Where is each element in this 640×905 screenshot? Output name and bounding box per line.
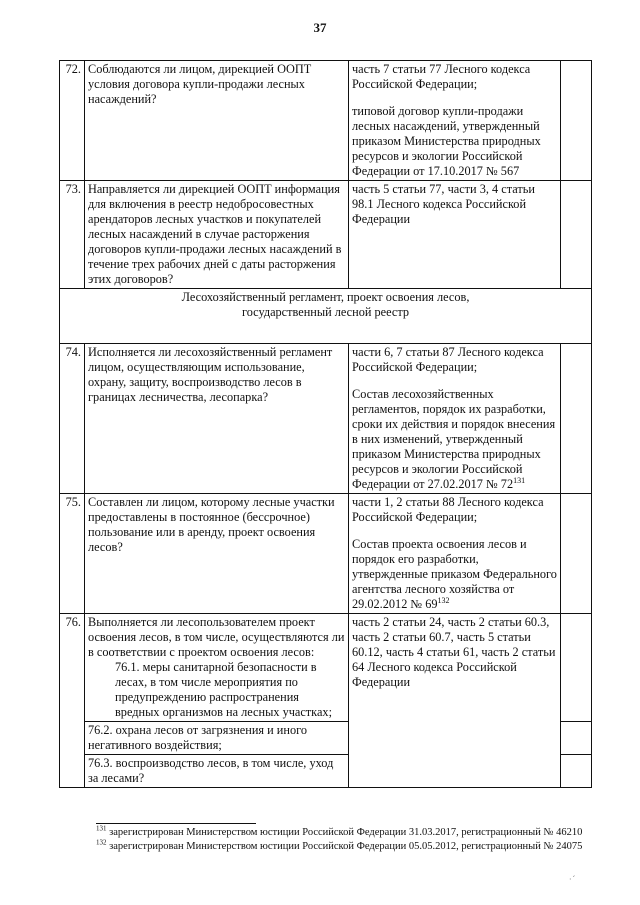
- legal-reference: часть 7 статьи 77 Лесного кодекса Российской Федерации;: [352, 62, 531, 91]
- legal-reference: части 1, 2 статьи 88 Лесного кодекса Российской Федерации;: [352, 495, 544, 524]
- answer-cell: [561, 722, 592, 755]
- question-text: Выполняется ли лесопользователем проект освоения лесов, в том числе, осуществляются ли в соответствии с проектом освоения лесов:: [88, 615, 345, 659]
- legal-reference: типовой договор купли-продажи лесных насаждений, утвержденный приказом Министерства природных ресурсов и экологии Российской Федерации от 17.10.2017 № 567: [352, 104, 541, 178]
- footnote-marker: 132: [96, 838, 107, 847]
- footnote-text: зарегистрирован Министерством юстиции Российской Федерации 05.05.2012, регистрационный № 24075: [106, 841, 583, 852]
- table-row: [60, 344, 592, 494]
- answer-cell: [561, 494, 592, 614]
- checklist-table: [59, 60, 592, 788]
- table-row: [60, 181, 592, 289]
- legal-reference: [352, 387, 557, 492]
- row-number: 74.: [60, 344, 85, 494]
- legal-reference-cell: [349, 344, 561, 494]
- section-header: [60, 289, 592, 344]
- question-cell: Исполняется ли лесохозяйственный регламент лицом, осуществляющим использование, охрану, защиту, воспроизводство лесов в границах лесничества, лесопарка?: [85, 344, 349, 494]
- answer-cell: [561, 614, 592, 722]
- legal-reference: части 6, 7 статьи 87 Лесного кодекса Российской Федерации;: [352, 345, 544, 374]
- reference-text: Состав лесохозяйственных регламентов, порядок их разработки, сроки их действия и порядок внесения в них изменений, утвержденный приказом Министерства природных ресурсов и экологии Российской Федерации от 27.02.2017 № 72: [352, 387, 556, 491]
- footnote: [96, 840, 616, 854]
- footnotes: [96, 826, 616, 854]
- question-cell: [85, 614, 349, 722]
- scan-artifact: ·´: [569, 875, 576, 884]
- row-number: 73.: [60, 181, 85, 289]
- question-cell: Соблюдаются ли лицом, дирекцией ООПТ условия договора купли-продажи лесных насаждений?: [85, 61, 349, 181]
- legal-reference-cell: [349, 494, 561, 614]
- answer-cell: [561, 755, 592, 788]
- row-number: 72.: [60, 61, 85, 181]
- footnote: [96, 826, 616, 840]
- section-header-line: государственный лесной реестр: [241, 305, 410, 319]
- question-cell: Направляется ли дирекцией ООПТ информация для включения в реестр недобросовестных арендаторов лесных участков и покупателей лесных насаждений в случае расторжения договоров купли-продажи лесных насаждений в течение трех рабочих дней с даты расторжения этих договоров?: [85, 181, 349, 289]
- answer-cell: [561, 61, 592, 181]
- legal-reference: часть 5 статьи 77, части 3, 4 статьи 98.1 Лесного кодекса Российской Федерации: [352, 182, 535, 226]
- footnote-marker: 131: [96, 824, 107, 833]
- legal-reference: часть 2 статьи 24, часть 2 статьи 60.3, часть 2 статьи 60.7, часть 5 статьи 60.12, часть 4 статьи 61, часть 2 статьи 64 Лесного кодекса Российской Федерации: [352, 615, 556, 689]
- legal-reference: [352, 537, 557, 612]
- legal-reference-cell: [349, 614, 561, 788]
- answer-cell: [561, 181, 592, 289]
- table-row: [60, 494, 592, 614]
- answer-cell: [561, 344, 592, 494]
- footnote-marker: 132: [437, 595, 450, 605]
- legal-reference-cell: [349, 61, 561, 181]
- sub-question: 76.1. меры санитарной безопасности в лесах, в том числе мероприятия по предупреждению распространения вредных организмов на лесных участках;: [115, 660, 332, 719]
- section-header-line: Лесохозяйственный регламент, проект освоения лесов,: [181, 290, 470, 304]
- section-row: [60, 289, 592, 344]
- table-row: [60, 614, 592, 722]
- page-number: 37: [313, 20, 327, 35]
- footnote-text: зарегистрирован Министерством юстиции Российской Федерации 31.03.2017, регистрационный № 46210: [106, 827, 583, 838]
- footnote-marker: 131: [513, 475, 526, 485]
- sub-question: 76.2. охрана лесов от загрязнения и иного негативного воздействия;: [85, 722, 349, 755]
- row-number: 75.: [60, 494, 85, 614]
- legal-reference-cell: [349, 181, 561, 289]
- question-cell: Составлен ли лицом, которому лесные участки предоставлены в постоянное (бессрочное) пользование или в аренду, проект освоения лесов?: [85, 494, 349, 614]
- reference-text: Состав проекта освоения лесов и порядок его разработки, утвержденные приказом Федерального агентства лесного хозяйства от 29.02.2012 № 69: [352, 537, 557, 611]
- sub-question: 76.3. воспроизводство лесов, в том числе, уход за лесами?: [85, 755, 349, 788]
- footnote-divider: [96, 823, 256, 824]
- row-number: 76.: [60, 614, 85, 788]
- table-row: [60, 61, 592, 181]
